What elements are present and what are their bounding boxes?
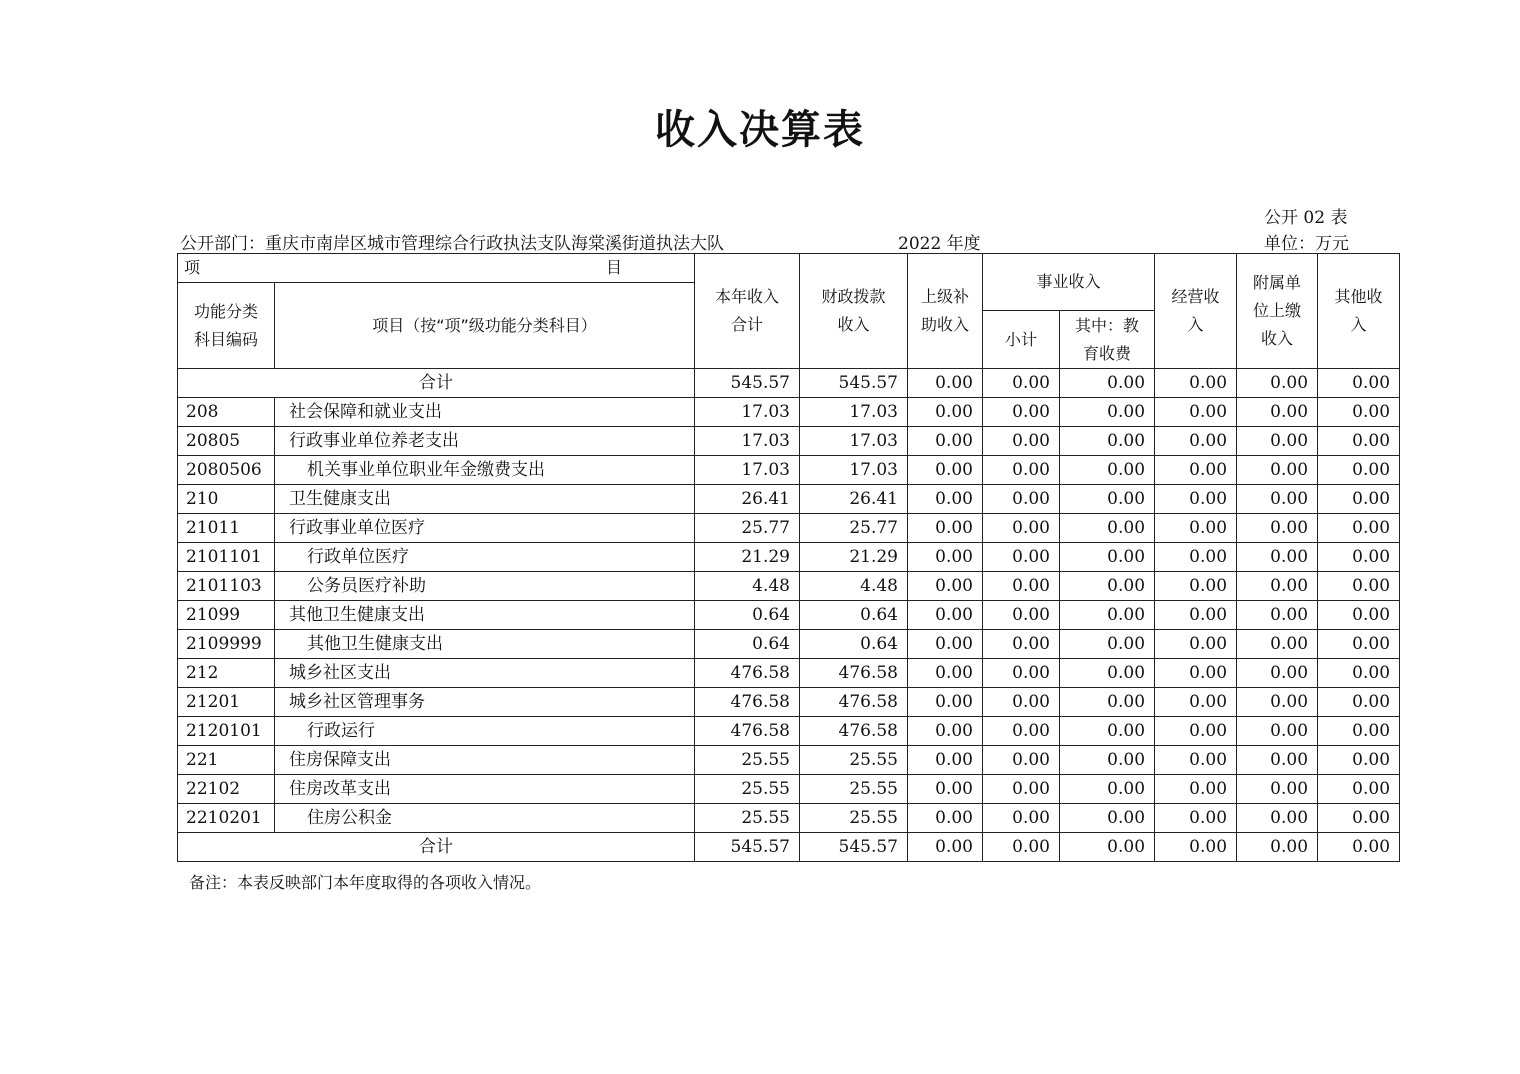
page-title: 收入决算表 — [655, 106, 865, 153]
total-value: 0.00 — [908, 833, 983, 862]
row-value: 0.00 — [1060, 572, 1155, 601]
row-value: 0.00 — [1237, 659, 1318, 688]
row-value: 0.00 — [983, 601, 1060, 630]
row-value: 0.00 — [1237, 746, 1318, 775]
row-value: 0.00 — [1318, 456, 1400, 485]
total-value: 0.00 — [1060, 833, 1155, 862]
row-value: 0.00 — [1318, 630, 1400, 659]
total-label: 合计 — [178, 369, 695, 398]
row-value: 476.58 — [695, 688, 800, 717]
row-value: 0.00 — [1060, 688, 1155, 717]
row-value: 0.00 — [1237, 601, 1318, 630]
row-name: 行政事业单位医疗 — [275, 514, 695, 543]
header-total: 本年收入 合计 — [695, 254, 800, 369]
row-value: 0.00 — [908, 601, 983, 630]
row-value: 476.58 — [800, 688, 908, 717]
row-value: 25.77 — [695, 514, 800, 543]
row-value: 0.00 — [1318, 572, 1400, 601]
row-value: 0.00 — [1060, 456, 1155, 485]
row-code: 20805 — [178, 427, 275, 456]
total-value: 0.00 — [1237, 833, 1318, 862]
row-value: 0.00 — [1155, 543, 1237, 572]
row-value: 0.00 — [1155, 746, 1237, 775]
row-value: 0.00 — [908, 485, 983, 514]
row-value: 0.00 — [908, 804, 983, 833]
table-row — [178, 456, 1400, 485]
row-value: 0.00 — [1155, 775, 1237, 804]
row-value: 0.00 — [1318, 688, 1400, 717]
header-operating: 经营收 入 — [1155, 254, 1237, 369]
table-row — [178, 804, 1400, 833]
row-code: 2120101 — [178, 717, 275, 746]
row-value: 0.00 — [1237, 688, 1318, 717]
row-value: 0.00 — [1060, 601, 1155, 630]
total-value: 0.00 — [1237, 369, 1318, 398]
row-value: 0.00 — [983, 630, 1060, 659]
table-row — [178, 659, 1400, 688]
row-value: 0.00 — [1237, 514, 1318, 543]
row-value: 0.00 — [908, 688, 983, 717]
row-value: 476.58 — [800, 717, 908, 746]
row-value: 0.00 — [1155, 456, 1237, 485]
total-row-bottom — [178, 833, 1400, 862]
row-name: 其他卫生健康支出 — [275, 601, 695, 630]
row-value: 0.00 — [908, 572, 983, 601]
row-value: 25.55 — [800, 775, 908, 804]
total-value: 0.00 — [983, 369, 1060, 398]
row-value: 26.41 — [800, 485, 908, 514]
row-value: 0.00 — [1237, 717, 1318, 746]
row-value: 0.00 — [1060, 775, 1155, 804]
row-value: 0.64 — [695, 601, 800, 630]
row-code: 2101103 — [178, 572, 275, 601]
row-value: 476.58 — [800, 659, 908, 688]
row-value: 0.00 — [1155, 630, 1237, 659]
row-value: 0.00 — [1060, 804, 1155, 833]
row-value: 0.00 — [1237, 398, 1318, 427]
row-value: 0.00 — [1060, 543, 1155, 572]
header-edu: 其中：教 育收费 — [1060, 311, 1155, 369]
row-code: 208 — [178, 398, 275, 427]
row-value: 0.64 — [800, 601, 908, 630]
row-name: 住房公积金 — [275, 804, 695, 833]
row-value: 0.00 — [1237, 630, 1318, 659]
row-value: 0.00 — [983, 485, 1060, 514]
row-code: 2080506 — [178, 456, 275, 485]
row-value: 4.48 — [800, 572, 908, 601]
department-label: 公开部门：重庆市南岸区城市管理综合行政执法支队海棠溪街道执法大队 — [180, 234, 724, 254]
total-value: 545.57 — [695, 369, 800, 398]
row-code: 221 — [178, 746, 275, 775]
row-value: 0.00 — [1318, 775, 1400, 804]
row-value: 0.00 — [1237, 572, 1318, 601]
table-row — [178, 717, 1400, 746]
row-value: 0.00 — [1060, 659, 1155, 688]
total-value: 0.00 — [1155, 833, 1237, 862]
total-value: 545.57 — [800, 369, 908, 398]
table-row — [178, 543, 1400, 572]
row-value: 0.00 — [1318, 514, 1400, 543]
header-subtotal: 小计 — [983, 311, 1060, 369]
row-value: 0.00 — [983, 717, 1060, 746]
total-value: 0.00 — [983, 833, 1060, 862]
row-value: 0.00 — [908, 427, 983, 456]
row-value: 0.00 — [1318, 659, 1400, 688]
row-value: 17.03 — [800, 398, 908, 427]
total-value: 0.00 — [1060, 369, 1155, 398]
row-value: 4.48 — [695, 572, 800, 601]
row-code: 21201 — [178, 688, 275, 717]
item-header — [178, 254, 695, 283]
row-value: 0.00 — [983, 543, 1060, 572]
row-value: 0.00 — [1318, 717, 1400, 746]
row-value: 0.00 — [983, 427, 1060, 456]
table-row — [178, 398, 1400, 427]
row-value: 0.00 — [1155, 427, 1237, 456]
row-value: 0.00 — [1318, 398, 1400, 427]
row-value: 0.00 — [1060, 746, 1155, 775]
header-fiscal: 财政拨款 收入 — [800, 254, 908, 369]
row-code: 2210201 — [178, 804, 275, 833]
row-value: 0.00 — [983, 659, 1060, 688]
row-value: 0.00 — [908, 398, 983, 427]
footnote: 备注：本表反映部门本年度取得的各项收入情况。 — [189, 873, 542, 892]
row-value: 0.00 — [1060, 514, 1155, 543]
table-code: 公开 02 表 — [1264, 208, 1348, 228]
row-name: 住房保障支出 — [275, 746, 695, 775]
total-value: 0.00 — [1318, 833, 1400, 862]
row-value: 0.00 — [908, 456, 983, 485]
row-value: 0.00 — [1155, 688, 1237, 717]
row-value: 21.29 — [800, 543, 908, 572]
row-value: 17.03 — [695, 456, 800, 485]
header-name: 项目（按“项”级功能分类科目） — [275, 283, 695, 369]
row-value: 17.03 — [800, 427, 908, 456]
row-value: 0.00 — [1060, 427, 1155, 456]
row-value: 0.00 — [1318, 601, 1400, 630]
row-value: 17.03 — [695, 427, 800, 456]
table-row — [178, 514, 1400, 543]
row-value: 25.55 — [695, 746, 800, 775]
row-value: 0.00 — [908, 659, 983, 688]
row-name: 行政运行 — [275, 717, 695, 746]
row-value: 0.64 — [695, 630, 800, 659]
row-value: 0.00 — [1155, 514, 1237, 543]
row-value: 0.00 — [1237, 543, 1318, 572]
total-value: 0.00 — [908, 369, 983, 398]
header-other: 其他收 入 — [1318, 254, 1400, 369]
row-name: 机关事业单位职业年金缴费支出 — [275, 456, 695, 485]
row-value: 0.00 — [1155, 601, 1237, 630]
row-value: 0.00 — [1155, 659, 1237, 688]
row-name: 行政事业单位养老支出 — [275, 427, 695, 456]
table-row — [178, 572, 1400, 601]
header-affiliated: 附属单 位上缴 收入 — [1237, 254, 1318, 369]
table-row — [178, 601, 1400, 630]
row-value: 0.00 — [983, 746, 1060, 775]
row-value: 26.41 — [695, 485, 800, 514]
total-value: 545.57 — [695, 833, 800, 862]
row-value: 0.00 — [983, 398, 1060, 427]
row-code: 210 — [178, 485, 275, 514]
row-value: 0.00 — [908, 746, 983, 775]
row-name: 卫生健康支出 — [275, 485, 695, 514]
row-value: 0.00 — [1318, 543, 1400, 572]
table-row — [178, 427, 1400, 456]
row-value: 0.00 — [1237, 485, 1318, 514]
total-label: 合计 — [178, 833, 695, 862]
row-value: 0.00 — [908, 543, 983, 572]
row-name: 城乡社区支出 — [275, 659, 695, 688]
row-value: 0.00 — [983, 572, 1060, 601]
row-value: 0.00 — [983, 514, 1060, 543]
row-value: 0.00 — [1318, 485, 1400, 514]
row-name: 社会保障和就业支出 — [275, 398, 695, 427]
header-business: 事业收入 — [983, 254, 1155, 311]
row-value: 25.55 — [695, 804, 800, 833]
row-value: 25.55 — [800, 804, 908, 833]
row-value: 0.00 — [1318, 746, 1400, 775]
header-superior: 上级补 助收入 — [908, 254, 983, 369]
row-code: 22102 — [178, 775, 275, 804]
row-value: 0.00 — [983, 688, 1060, 717]
row-value: 0.00 — [1237, 456, 1318, 485]
table-row — [178, 746, 1400, 775]
row-name: 公务员医疗补助 — [275, 572, 695, 601]
row-code: 21099 — [178, 601, 275, 630]
total-value: 0.00 — [1155, 369, 1237, 398]
row-value: 0.00 — [1155, 485, 1237, 514]
row-value: 0.00 — [1155, 572, 1237, 601]
row-value: 25.55 — [695, 775, 800, 804]
row-value: 25.77 — [800, 514, 908, 543]
row-value: 0.00 — [983, 804, 1060, 833]
row-name: 住房改革支出 — [275, 775, 695, 804]
item-header-left: 项 — [184, 258, 201, 277]
table-row — [178, 630, 1400, 659]
row-value: 0.00 — [1060, 630, 1155, 659]
row-value: 0.00 — [1155, 717, 1237, 746]
total-value: 0.00 — [1318, 369, 1400, 398]
row-code: 21011 — [178, 514, 275, 543]
row-value: 21.29 — [695, 543, 800, 572]
row-value: 0.00 — [1237, 804, 1318, 833]
row-value: 0.00 — [908, 775, 983, 804]
row-name: 其他卫生健康支出 — [275, 630, 695, 659]
year-label: 2022 年度 — [898, 234, 981, 254]
row-code: 2101101 — [178, 543, 275, 572]
row-value: 0.00 — [983, 775, 1060, 804]
row-value: 0.00 — [1155, 804, 1237, 833]
row-value: 17.03 — [695, 398, 800, 427]
table-row — [178, 688, 1400, 717]
total-value: 545.57 — [800, 833, 908, 862]
income-table — [177, 253, 1400, 862]
row-code: 2109999 — [178, 630, 275, 659]
row-value: 0.00 — [1318, 804, 1400, 833]
row-value: 0.00 — [1318, 427, 1400, 456]
row-value: 17.03 — [800, 456, 908, 485]
header-code: 功能分类 科目编码 — [178, 283, 275, 369]
table-row — [178, 775, 1400, 804]
table-row — [178, 485, 1400, 514]
unit-label: 单位：万元 — [1264, 234, 1349, 254]
item-header-right: 目 — [605, 258, 622, 277]
row-value: 25.55 — [800, 746, 908, 775]
row-value: 0.64 — [800, 630, 908, 659]
total-row-top — [178, 369, 1400, 398]
row-value: 0.00 — [908, 514, 983, 543]
row-value: 0.00 — [1060, 717, 1155, 746]
row-value: 476.58 — [695, 659, 800, 688]
row-value: 0.00 — [1060, 398, 1155, 427]
row-name: 行政单位医疗 — [275, 543, 695, 572]
row-value: 0.00 — [908, 717, 983, 746]
row-value: 0.00 — [1237, 775, 1318, 804]
row-value: 0.00 — [1155, 398, 1237, 427]
row-value: 0.00 — [1060, 485, 1155, 514]
row-code: 212 — [178, 659, 275, 688]
row-value: 0.00 — [983, 456, 1060, 485]
row-name: 城乡社区管理事务 — [275, 688, 695, 717]
row-value: 0.00 — [1237, 427, 1318, 456]
row-value: 476.58 — [695, 717, 800, 746]
row-value: 0.00 — [908, 630, 983, 659]
